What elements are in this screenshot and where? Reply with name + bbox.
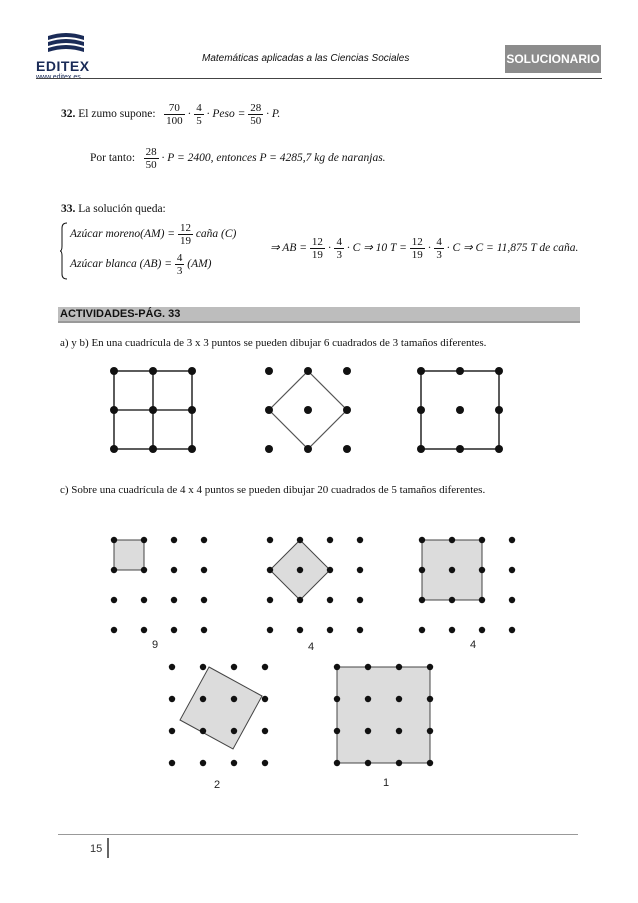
fraction: $\frac{12}{19}$ <box>311 236 323 261</box>
grid-4x4-unit-squares <box>100 530 240 652</box>
fraction: $\frac{4}{5}$ <box>196 102 202 127</box>
grid-3x3-large-square <box>407 362 507 462</box>
problem-32-intro: El zumo supone: <box>78 108 156 121</box>
grid-4x4-full-square <box>323 654 453 790</box>
footer-divider <box>107 838 109 858</box>
fraction: $\frac{12}{19}$ <box>411 236 423 261</box>
problem-33-header <box>61 203 166 215</box>
logo-name: EDITEX <box>36 58 90 74</box>
equation-text: · P. <box>266 108 281 121</box>
system-line-2: Azúcar blanca (AB) = $\frac{4}{3}$ (AM) <box>70 252 212 277</box>
activity-c-text: c) Sobre una cuadrícula de 4 x 4 puntos se pueden dibujar 20 cuadrados de 5 tamaños diferentes. <box>60 484 486 496</box>
grid-3x3-four-squares <box>100 362 200 462</box>
figure-count-label: 4 <box>308 641 315 652</box>
portanto-label: Por tanto: <box>90 152 136 165</box>
problem-33-number: 33. <box>61 203 76 215</box>
logo-mark-icon <box>36 32 96 54</box>
grid-4x4-two-by-two <box>408 530 548 652</box>
figure-count-label: 9 <box>152 639 159 651</box>
activity-ab-text: a) y b) En una cuadrícula de 3 x 3 puntos se pueden dibujar 6 cuadrados de 3 tamaños diferentes. <box>60 337 487 349</box>
book-title: Matemáticas aplicadas a las Ciencias Sociales <box>202 53 410 64</box>
fraction: $\frac{12}{19}$ <box>179 222 191 247</box>
publisher-logo <box>36 32 96 78</box>
equation-text: · Peso = <box>206 108 246 121</box>
figure-count-label: 4 <box>470 639 477 651</box>
problem-32-number: 32. <box>61 108 76 121</box>
grid-4x4-tilted-small <box>256 530 396 652</box>
solucionario-badge: SOLUCIONARIO <box>505 45 601 73</box>
system-brace-icon <box>60 222 68 280</box>
fraction: $\frac{28}{50}$ <box>145 146 157 171</box>
grid-3x3-tilted-square <box>255 362 355 462</box>
problem-33-intro: La solución queda: <box>78 203 166 215</box>
problem-32-statement: 32. El zumo supone: $\frac{70}{100}$ · $\frac{4}{5}$ · Peso = $\frac{28}{50}$ · P. <box>61 102 281 127</box>
system-line-1: Azúcar moreno(AM) = $\frac{12}{19}$ caña (C) <box>70 222 237 247</box>
footer-rule <box>58 834 578 835</box>
fraction: $\frac{4}{3}$ <box>436 236 442 261</box>
equation-text: · P = 2400, entonces P = 4285,7 kg de naranjas. <box>161 152 386 165</box>
figure-count-label: 2 <box>214 779 221 790</box>
fraction: $\frac{4}{3}$ <box>336 236 342 261</box>
figure-count-label: 1 <box>383 777 390 789</box>
fraction: $\frac{70}{100}$ <box>166 102 183 127</box>
fraction: $\frac{4}{3}$ <box>176 252 183 277</box>
problem-33-solution: ⇒ AB = $\frac{12}{19}$ · $\frac{4}{3}$ · C ⇒ 10 T = $\frac{12}{19}$ · $\frac{4}{3}$ · C ⇒ C = 11,875 T de caña. <box>270 236 579 261</box>
problem-32-conclusion <box>90 146 386 171</box>
page-number: 15 <box>90 843 103 855</box>
section-heading: ACTIVIDADES-PÁG. 33 <box>58 307 580 323</box>
fraction: $\frac{28}{50}$ <box>250 102 262 127</box>
header-rule <box>36 78 602 79</box>
grid-4x4-tilted-large <box>158 654 288 790</box>
